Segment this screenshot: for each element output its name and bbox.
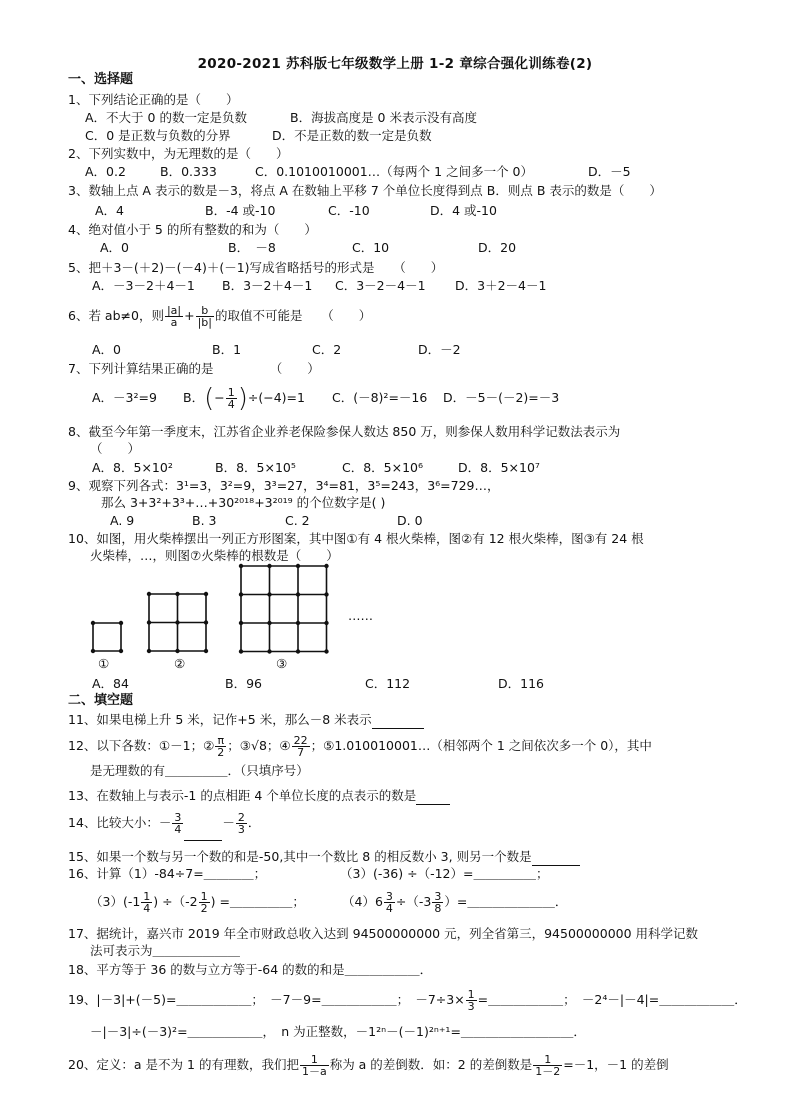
matchstick-head	[267, 592, 271, 596]
q19-line2: －|－3|÷(－3)²=＿＿＿＿＿＿， n 为正整数，－1²ⁿ－(－1)²ⁿ⁺¹=＿＿＿＿＿＿＿＿＿．	[90, 1024, 586, 1039]
q16-part4-fraction-2	[432, 891, 443, 914]
matchstick-head	[147, 620, 151, 624]
matchstick-head	[324, 564, 328, 568]
q16-part4-b: ÷（-3	[395, 894, 432, 909]
q12	[68, 730, 652, 762]
matchstick-head	[239, 592, 243, 596]
matchstick-head	[296, 592, 300, 596]
q10-option-c: C．112	[365, 676, 411, 691]
q10-option-d: D．116	[498, 676, 544, 691]
figure-label-3: ③	[276, 656, 288, 671]
q20-fraction-1-num: 1	[300, 1054, 329, 1066]
q16-part3-c: ) =＿＿＿＿＿；	[210, 894, 305, 909]
q3-stem: 3、数轴上点 A 表示的数是－3，将点 A 在数轴上平移 7 个单位长度得到点 B．则点 B 表示的数是（ ）	[68, 183, 662, 198]
q5-option-c: C．3－2－4－1	[335, 278, 426, 293]
q4-option-b: B． －8	[228, 240, 276, 255]
q14-fraction-2-num: 2	[237, 811, 245, 824]
matchstick-head	[296, 621, 300, 625]
q12-fraction-22-7	[292, 735, 310, 758]
q6-option-b: B．1	[212, 342, 242, 357]
q10-option-b: B．96	[225, 676, 262, 691]
q6-plus: +	[184, 308, 195, 323]
q16-part4	[342, 885, 567, 919]
q14-fraction-2	[236, 812, 247, 835]
q12-mid2: ；④	[266, 738, 291, 753]
q2-option-d: D．－5	[588, 164, 631, 179]
q4-stem: 4、绝对值小于 5 的所有整数的和为（ ）	[68, 222, 317, 237]
matchstick-head	[324, 592, 328, 596]
matchstick-head	[324, 621, 328, 625]
q16-part4-fraction-1	[384, 891, 395, 914]
q19-fraction	[466, 989, 477, 1012]
q14-prefix: 14、比较大小：－	[68, 815, 172, 830]
q15-answer-blank[interactable]	[532, 849, 580, 866]
matchstick-head	[119, 621, 123, 625]
q5-stem: 5、把＋3－(＋2)－(－4)＋(－1)写成省略括号的形式是 （ ）	[68, 260, 444, 275]
q6-option-d: D．－2	[418, 342, 461, 357]
page-title: 2020-2021 苏科版七年级数学上册 1-2 章综合强化训练卷(2)	[197, 56, 593, 72]
q16-part4-a: （4）6	[342, 894, 383, 909]
matchstick-head	[296, 564, 300, 568]
q7-option-b: B．(− $\frac{1}{4}$ )÷(−4)=1	[183, 383, 305, 414]
q16-part4-fraction-1-den: 4	[385, 902, 393, 915]
matchstick-head	[239, 649, 243, 653]
section-multiple-choice: 一、选择题	[68, 72, 134, 87]
q16-part3-fraction-1	[141, 891, 152, 914]
q20-fraction-1	[300, 1054, 329, 1077]
q16-part4-fraction-2-num: 3	[434, 890, 442, 903]
q9-option-c: C. 2	[285, 513, 310, 528]
q2-stem: 2、下列实数中，为无理数的是（ ）	[68, 146, 289, 161]
q6-fraction-2-num: b	[196, 305, 214, 317]
q3-option-b: B．-4 或-10	[205, 203, 276, 218]
q4-option-d: D．20	[478, 240, 517, 255]
figure-3	[239, 564, 329, 654]
matchstick-head	[267, 621, 271, 625]
q20-mid: 称为 a 的差倒数．如：2 的差倒数是	[329, 1057, 533, 1072]
q12-fraction-22-7-num: 22	[293, 734, 308, 747]
matchstick-head	[175, 649, 179, 653]
q20-fraction-2	[533, 1054, 562, 1077]
q20-fraction-2-den: 1－2	[535, 1065, 561, 1078]
q9-option-d: D. 0	[397, 513, 423, 528]
q3-option-c: C．-10	[328, 203, 370, 218]
q12-fraction-pi-num: π	[215, 735, 226, 747]
q12-mid1: ；③	[227, 738, 251, 753]
q15	[68, 849, 580, 866]
q7-option-b-label: B．	[183, 390, 205, 405]
matchstick-head	[324, 649, 328, 653]
figure-label-2: ②	[174, 656, 186, 671]
q1-stem: 1、下列结论正确的是（ ）	[68, 92, 239, 107]
q16-part3-b: ) ÷（-2	[153, 894, 198, 909]
q14	[68, 806, 260, 840]
q16-part1: 16、计算（1）-84÷7=＿＿＿＿；	[68, 866, 267, 881]
matchstick-head	[296, 649, 300, 653]
q6-fraction-1-den: a	[170, 316, 178, 329]
q1-option-d: D．不是正数的数一定是负数	[272, 128, 432, 143]
q9-stem-line2: 那么 3+3²+3³+…+30²⁰¹⁸+3²⁰¹⁹ 的个位数字是( )	[101, 495, 386, 510]
q11	[68, 712, 424, 729]
figure-2	[147, 592, 208, 653]
q16-part2: （3）(-36) ÷（-12）=＿＿＿＿＿；	[340, 866, 549, 881]
q4-option-a: A．0	[100, 240, 130, 255]
q8-option-d: D．8．5×10⁷	[458, 460, 540, 475]
q6-prefix: 6、若 ab≠0，则	[68, 308, 164, 323]
q19-fraction-den: 3	[467, 1000, 475, 1013]
q2-option-a: A．0.2	[85, 164, 126, 179]
matchstick-head	[204, 649, 208, 653]
q7-option-d: D．－5－(－2)=－3	[443, 390, 560, 405]
q12-suffix: ；⑤1.010010001…（相邻两个 1 之间依次多一个 0），其中	[310, 738, 652, 753]
q9-stem: 9、观察下列各式：3¹=3，3²=9，3³=27，3⁴=81，3⁵=243，3⁶=729…，	[68, 478, 500, 493]
q16-part3-fraction-2-den: 2	[200, 902, 208, 915]
q9-option-a: A. 9	[110, 513, 135, 528]
q17-line1: 17、据统计，嘉兴市 2019 年全市财政总收入达到 94500000000 元，列全省第三，94500000000 用科学记数	[68, 926, 699, 941]
q7-stem: 7、下列计算结果正确的是 （ ）	[68, 361, 320, 376]
q16-part4-fraction-1-num: 3	[385, 890, 393, 903]
q7-fraction-den: 4	[227, 398, 235, 411]
q16-part3	[90, 885, 305, 919]
q10-stem-line2: 火柴棒，…，则图⑦火柴棒的根数是（ ）	[90, 548, 339, 563]
q6-fraction-1-num: |a|	[166, 304, 182, 317]
q7-paren-right: )	[237, 383, 248, 414]
q5-option-b: B．3－2＋4－1	[222, 278, 313, 293]
q17-line2: 法可表示为＿＿＿＿＿＿＿	[90, 943, 241, 958]
q19-line1-b: =＿＿＿＿＿＿； －2⁴－|－4|=＿＿＿＿＿＿．	[477, 992, 747, 1007]
q3-option-d: D．4 或-10	[430, 203, 497, 218]
q14-fraction-2-den: 3	[237, 823, 245, 836]
matchstick-head	[91, 649, 95, 653]
q6-option-c: C．2	[312, 342, 342, 357]
q20-fraction-2-num: 1	[533, 1054, 562, 1066]
matchstick-head	[239, 564, 243, 568]
q16-part4-c: ）=＿＿＿＿＿＿＿．	[444, 894, 568, 909]
q9-option-b: B. 3	[192, 513, 217, 528]
q2-option-c: C．0.1010010001…（每两个 1 之间多一个 0）	[255, 164, 534, 179]
q12-fraction-pi-den: 2	[217, 746, 225, 759]
q19-line1	[68, 984, 747, 1016]
matchstick-head	[175, 592, 179, 596]
q13-text: 13、在数轴上与表示-1 的点相距 4 个单位长度的点表示的数是	[68, 788, 417, 803]
q16-part3-fraction-1-num: 1	[143, 890, 151, 903]
q16-part3-a: （3）(-1	[90, 894, 141, 909]
matchstick-head	[175, 620, 179, 624]
q8-option-a: A．8．5×10²	[92, 460, 173, 475]
q4-option-c: C．10	[352, 240, 390, 255]
matchstick-head	[91, 621, 95, 625]
q8-option-b: B．8．5×10⁵	[215, 460, 296, 475]
figure-1	[91, 621, 123, 653]
q19-fraction-num: 1	[467, 988, 475, 1001]
matchstick-head	[204, 592, 208, 596]
q7-option-b-rest: ÷(−4)=1	[247, 390, 305, 405]
q15-text: 15、如果一个数与另一个数的和是-50,其中一个数比 8 的相反数小 3, 则另一个数是	[68, 849, 532, 864]
q1-option-c: C．0 是正数与负数的分界	[85, 128, 231, 143]
q1-option-b: B．海拔高度是 0 米表示没有高度	[290, 110, 477, 125]
q5-option-d: D．3＋2－4－1	[455, 278, 547, 293]
matchstick-head	[239, 621, 243, 625]
q20	[68, 1048, 669, 1082]
q16-part4-fraction-2-den: 8	[434, 902, 442, 915]
q12-fraction-22-7-den: 7	[297, 746, 305, 759]
q14-suffix: ．	[247, 815, 261, 830]
q12-prefix: 12、以下各数：①－1；②	[68, 738, 215, 753]
matchstick-head	[147, 649, 151, 653]
q7-option-a: A．－3²=9	[92, 390, 157, 405]
q12-sqrt: √8	[251, 738, 267, 753]
matchstick-head	[267, 649, 271, 653]
q18: 18、平方等于 36 的数与立方等于-64 的数的和是＿＿＿＿＿＿．	[68, 962, 433, 977]
q12-fraction-pi	[215, 735, 226, 758]
q16-part3-fraction-1-den: 4	[143, 902, 151, 915]
q14-fraction-1	[172, 812, 183, 835]
q20-suffix: =－1，－1 的差倒	[563, 1057, 669, 1072]
q14-compare-blank[interactable]	[184, 806, 222, 841]
q14-minus: －	[222, 815, 235, 830]
q10-stem: 10、如图，用火柴棒摆出一列正方形图案，其中图①有 4 根火柴棒，图②有 12 根火柴棒，图③有 24 根	[68, 531, 644, 546]
q13-answer-blank[interactable]	[416, 788, 450, 805]
q7-option-c: C．(－8)²=－16	[332, 390, 428, 405]
q6-option-a: A．0	[92, 342, 122, 357]
figure-label-1: ①	[98, 656, 110, 671]
q10-option-a: A．84	[92, 676, 129, 691]
q7-fraction-num: 1	[227, 386, 235, 399]
q1-option-a: A．不大于 0 的数一定是负数	[85, 110, 247, 125]
q2-option-b: B．0.333	[160, 164, 217, 179]
q8-stem-paren: （ ）	[90, 441, 141, 456]
q14-fraction-1-den: 4	[174, 823, 182, 836]
figure-ellipsis: ……	[348, 608, 373, 623]
q12-line2: 是无理数的有＿＿＿＿＿．（只填序号）	[90, 763, 309, 778]
q6-fraction-2-den: |b|	[197, 316, 212, 329]
matchstick-head	[147, 592, 151, 596]
q5-option-a: A．－3－2＋4－1	[92, 278, 195, 293]
q11-answer-blank[interactable]	[372, 712, 424, 729]
q13	[68, 788, 450, 805]
q7-paren-left: (	[204, 383, 215, 414]
q11-text: 11、如果电梯上升 5 米，记作+5 米，那么－8 米表示	[68, 712, 372, 727]
q16-part3-fraction-2	[199, 891, 210, 914]
matchstick-head	[119, 649, 123, 653]
section-fill-in: 二、填空题	[68, 693, 134, 708]
q20-fraction-1-den: 1－a	[301, 1065, 327, 1078]
q16-part3-fraction-2-num: 1	[200, 890, 208, 903]
q20-prefix: 20、定义：a 是不为 1 的有理数，我们把	[68, 1057, 299, 1072]
matchstick-head	[267, 564, 271, 568]
q19-line1-a: 19、|－3|+(－5)=＿＿＿＿＿＿； －7－9=＿＿＿＿＿＿； －7÷3×	[68, 992, 465, 1007]
q8-option-c: C．8．5×10⁶	[342, 460, 424, 475]
q3-option-a: A．4	[95, 203, 125, 218]
matchstick-head	[204, 620, 208, 624]
q6-suffix: 的取值不可能是 （ ）	[215, 308, 372, 323]
q8-stem: 8、截至今年第一季度末，江苏省企业养老保险参保人数达 850 万，则参保人数用科学记数法表示为	[68, 424, 621, 439]
q14-fraction-1-num: 3	[174, 811, 182, 824]
